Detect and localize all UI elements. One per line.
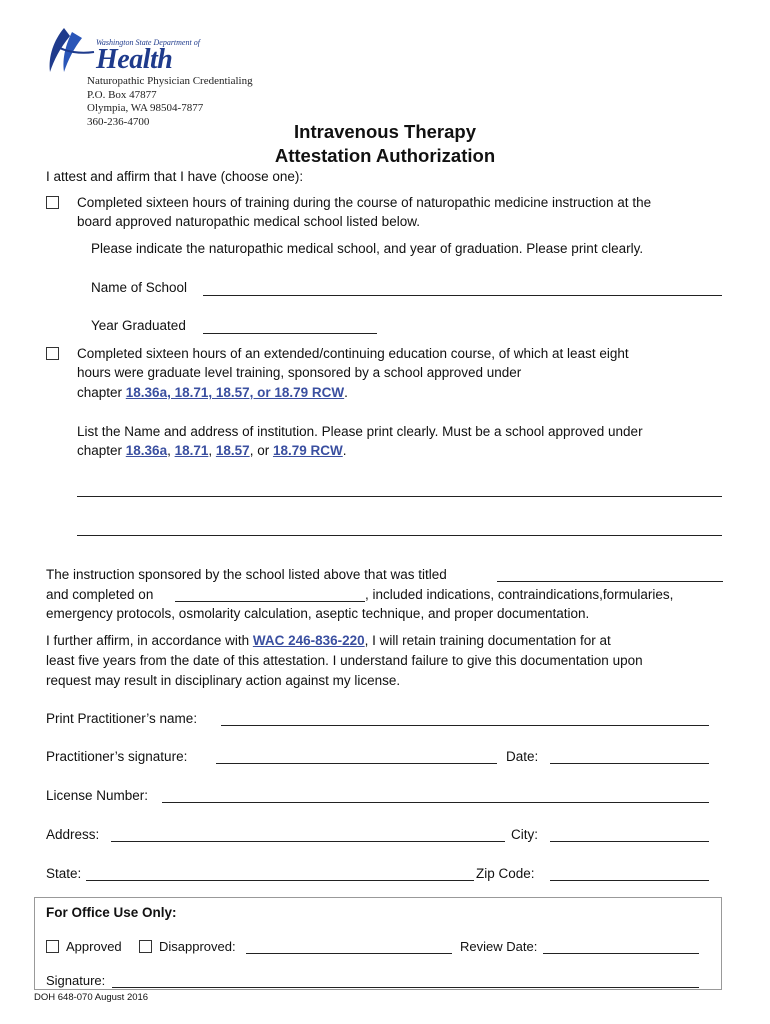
text: . <box>344 385 348 400</box>
year-graduated-label: Year Graduated <box>91 318 186 333</box>
logo-wordmark: Health <box>96 44 173 75</box>
approved-label: Approved <box>66 939 122 954</box>
city-label: City: <box>511 827 538 842</box>
print-name-label: Print Practitioner’s name: <box>46 711 198 726</box>
option2-checkbox[interactable] <box>46 347 59 360</box>
office-signature-field[interactable] <box>112 987 699 988</box>
zip-label: Zip Code: <box>476 866 535 881</box>
city-field[interactable] <box>550 841 709 842</box>
option1-instruction: Please indicate the naturopathic medical school, and year of graduation. Please print clearly. <box>91 241 644 256</box>
address-field[interactable] <box>111 841 505 842</box>
state-field[interactable] <box>86 880 474 881</box>
form-title-line1: Intravenous Therapy <box>294 121 476 142</box>
logo-swoosh-icon <box>44 26 100 76</box>
review-date-label: Review Date: <box>460 939 538 954</box>
institution-field-line1[interactable] <box>77 496 722 497</box>
license-field[interactable] <box>162 802 709 803</box>
option2-list-line2 <box>77 443 347 459</box>
rcw-18-79-link[interactable]: 18.79 RCW <box>272 443 343 458</box>
affirm-line2: least five years from the date of this attestation. I understand failure to give this documentation upon <box>46 653 643 668</box>
text: . <box>342 443 347 458</box>
option1-checkbox[interactable] <box>46 196 59 209</box>
approved-checkbox[interactable] <box>46 940 59 953</box>
instruction-line2-prefix: and completed on <box>46 587 154 602</box>
logo-tagline: Washington State Department of <box>96 38 200 47</box>
wac-link[interactable]: WAC 246-836-220 <box>252 633 365 648</box>
office-signature-label: Signature: <box>46 973 106 988</box>
instruction-line2-suffix: , included indications, contraindications,formularies, <box>365 587 674 602</box>
completion-date-field[interactable] <box>175 601 365 602</box>
date-field[interactable] <box>550 763 709 764</box>
address-line: Naturopathic Physician Credentialing <box>87 75 253 87</box>
form-title-line2: Attestation Authorization <box>274 145 496 166</box>
text: , or <box>249 443 273 458</box>
rcw-18-36a-link[interactable]: 18.36a <box>125 443 168 458</box>
option1-text-line1: Completed sixteen hours of training during the course of naturopathic medicine instruction at the <box>77 195 652 210</box>
review-date-field[interactable] <box>543 953 699 954</box>
option1-text-line2: board approved naturopathic medical school listed below. <box>77 214 420 229</box>
school-name-field[interactable] <box>203 295 722 296</box>
option2-text-line3 <box>77 385 348 401</box>
address-line: Olympia, WA 98504-7877 <box>87 102 204 115</box>
text: chapter <box>77 443 126 458</box>
zip-field[interactable] <box>550 880 709 881</box>
signature-label: Practitioner’s signature: <box>46 749 188 764</box>
rcw-18-57-link[interactable]: 18.57 <box>215 443 250 458</box>
affirm-line3: request may result in disciplinary action against my license. <box>46 673 401 688</box>
state-label: State: <box>46 866 82 881</box>
year-graduated-field[interactable] <box>203 333 377 334</box>
text: , <box>208 443 216 458</box>
option2-list-line1: List the Name and address of institution. Please print clearly. Must be a school approved under <box>77 424 643 439</box>
print-name-field[interactable] <box>221 725 709 726</box>
intro-text: I attest and affirm that I have (choose one): <box>46 169 304 184</box>
option2-text-line1: Completed sixteen hours of an extended/continuing education course, of which at least eight <box>77 346 629 361</box>
option2-text-line2: hours were graduate level training, sponsored by a school approved under <box>77 365 522 380</box>
license-label: License Number: <box>46 788 149 803</box>
rcw-18-71-link[interactable]: 18.71 <box>174 443 209 458</box>
address-label: Address: <box>46 827 100 842</box>
school-name-label: Name of School <box>91 280 188 295</box>
disapproved-checkbox[interactable] <box>139 940 152 953</box>
address-line: P.O. Box 47877 <box>87 88 157 101</box>
text: , I will retain training documentation for at <box>364 633 611 648</box>
affirm-line1 <box>46 633 611 649</box>
instruction-line3: emergency protocols, osmolarity calculation, aseptic technique, and proper documentation. <box>46 606 590 621</box>
form-number: DOH 648-070 August 2016 <box>34 992 149 1003</box>
course-title-field[interactable] <box>497 581 723 582</box>
text: I further affirm, in accordance with <box>46 633 253 648</box>
address-line: 360-236-4700 <box>87 115 150 128</box>
instruction-line1: The instruction sponsored by the school listed above that was titled <box>46 567 447 582</box>
signature-field[interactable] <box>216 763 497 764</box>
office-use-heading: For Office Use Only: <box>46 905 177 920</box>
date-label: Date: <box>506 749 539 764</box>
disapproved-label: Disapproved: <box>159 939 236 954</box>
rcw-chapters-link[interactable]: 18.36a, 18.71, 18.57, or 18.79 RCW <box>125 385 345 400</box>
disapproved-reason-field[interactable] <box>246 953 452 954</box>
institution-field-line2[interactable] <box>77 535 722 536</box>
text: , <box>167 443 175 458</box>
text: chapter <box>77 385 126 400</box>
